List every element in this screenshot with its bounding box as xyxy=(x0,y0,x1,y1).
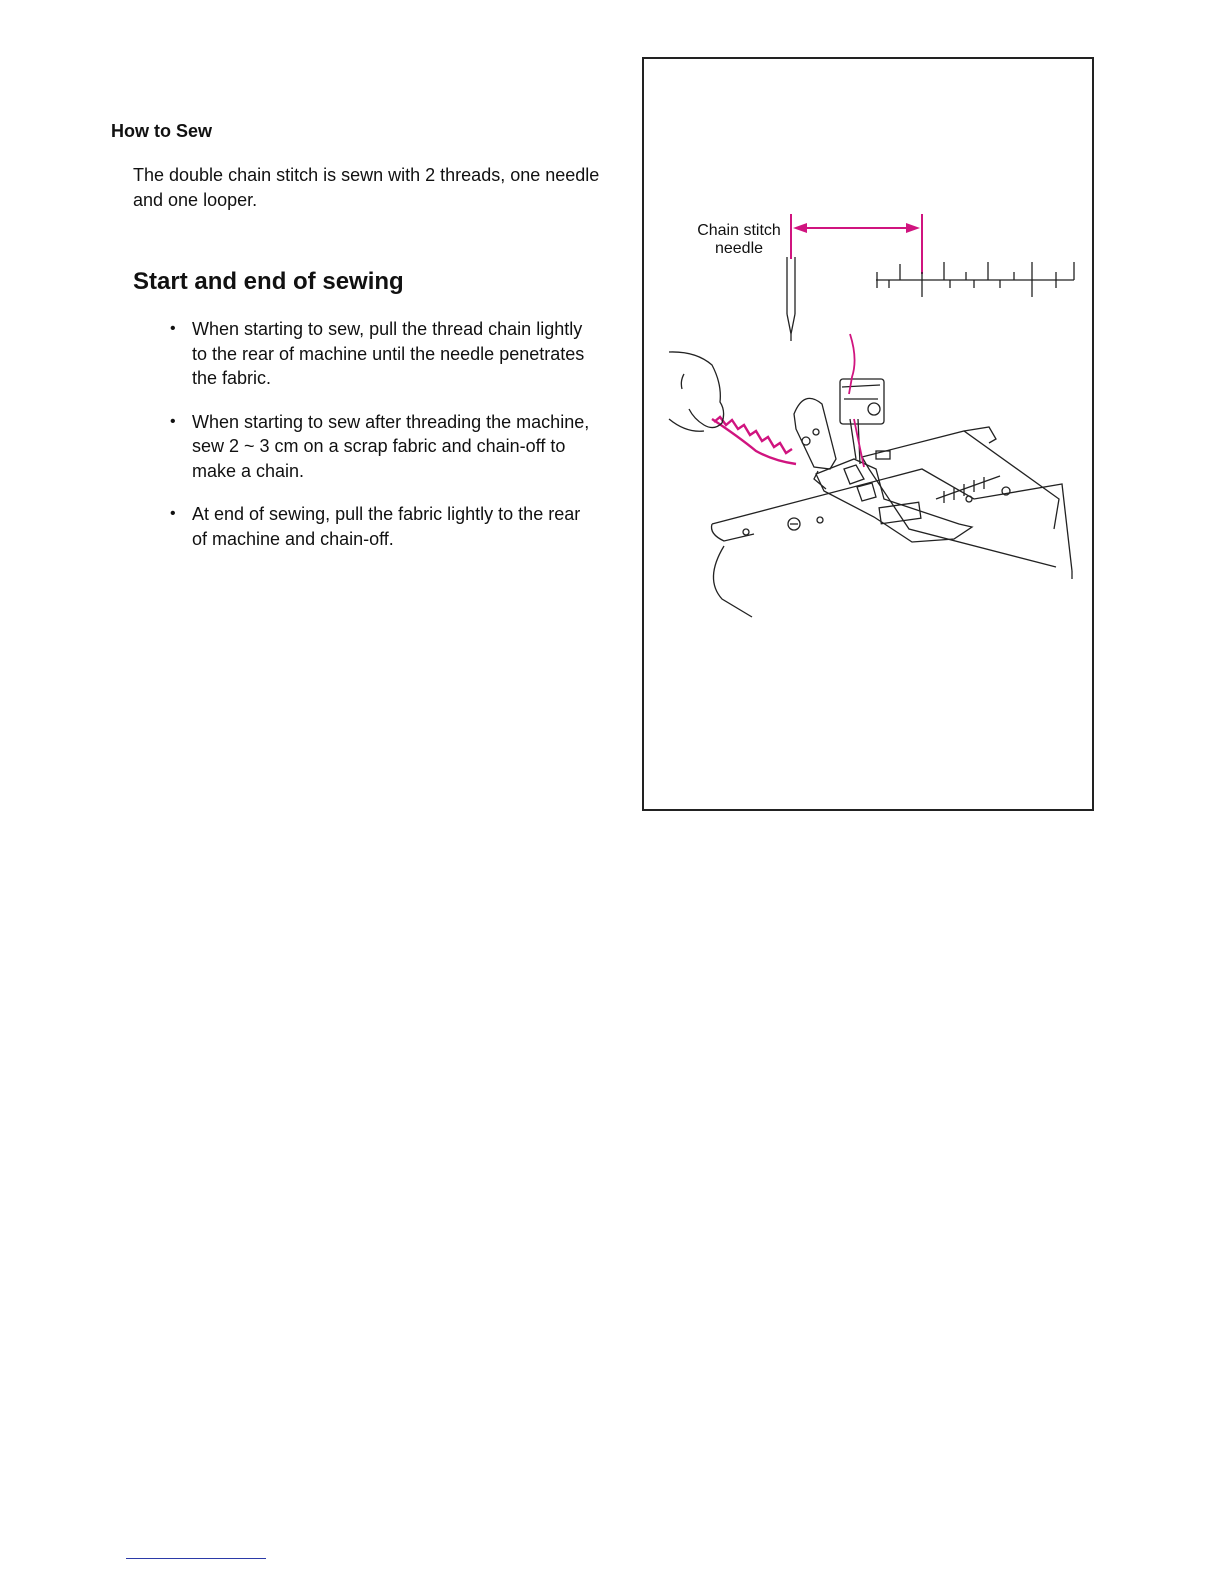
section-title: Start and end of sewing xyxy=(133,268,404,295)
list-item: • When starting to sew after threading the machine, sew 2 ~ 3 cm on a scrap fabric and chain-off to make a chain. xyxy=(168,410,598,484)
footer-line xyxy=(126,1558,266,1559)
intro-paragraph: The double chain stitch is sewn with 2 threads, one needle and one looper. xyxy=(133,165,600,210)
thread-chain xyxy=(712,417,796,464)
needle-label-line1: Chain stitch xyxy=(697,222,781,239)
needle-label-line2: needle xyxy=(714,240,764,257)
needle-thread xyxy=(849,334,864,467)
machine-bed xyxy=(712,469,1073,617)
list-item: • When starting to sew, pull the thread chain lightly to the rear of machine until the needle penetrates the fabric. xyxy=(168,317,598,391)
sewing-machine-illustration xyxy=(644,59,1096,813)
presser-foot xyxy=(814,459,972,542)
needle-distance-arrow xyxy=(791,214,922,274)
needle-icon xyxy=(787,257,795,341)
needle-plate xyxy=(862,427,1059,567)
instruction-list xyxy=(168,317,598,570)
list-item: • At end of sewing, pull the fabric lightly to the rear of machine and chain-off. xyxy=(168,502,598,551)
figure-frame xyxy=(642,57,1094,811)
ruler-scale xyxy=(876,262,1074,297)
page-heading: How to Sew xyxy=(111,121,213,141)
